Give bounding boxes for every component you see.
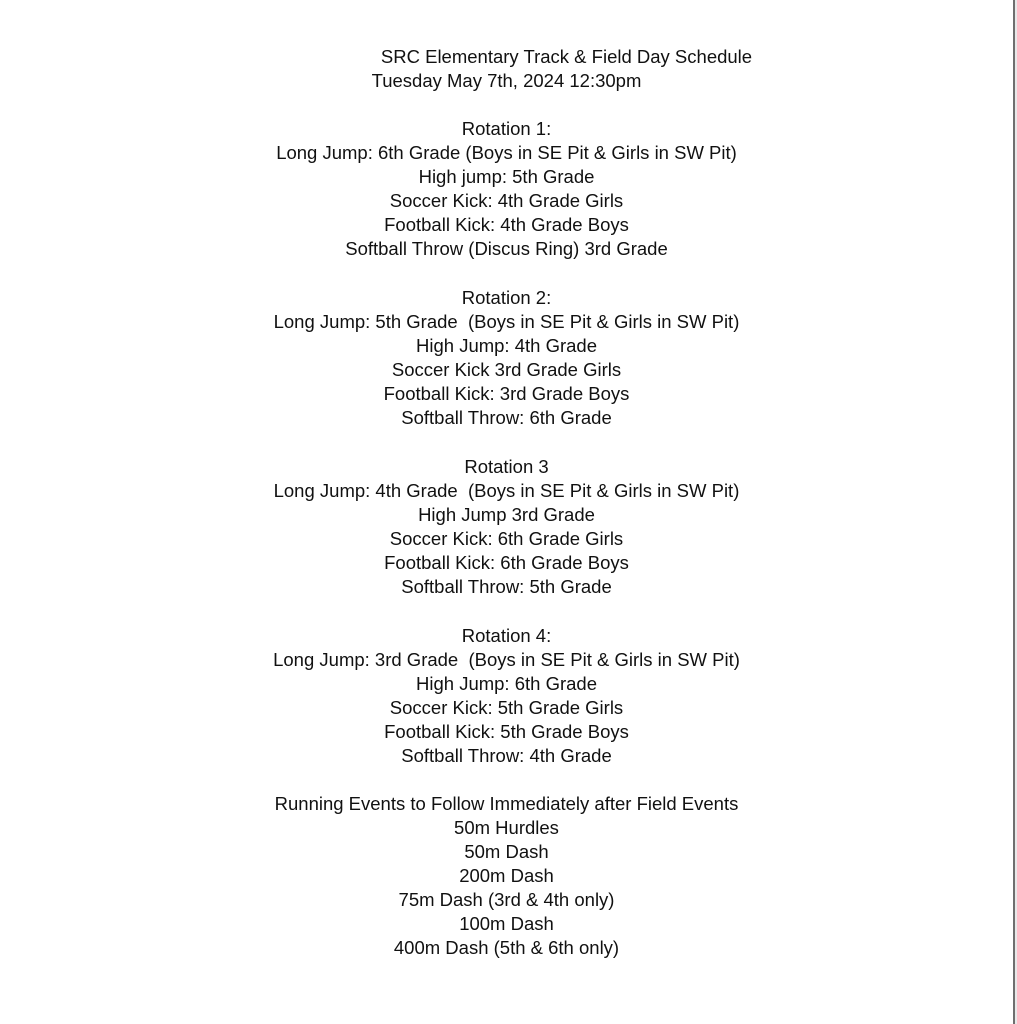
- rotation-4-heading: Rotation 4:: [461, 625, 552, 646]
- rotation-3-event: Long Jump: 4th Grade (Boys in SE Pit & Girls in SW Pit): [273, 480, 740, 501]
- rotation-1-event: Soccer Kick: 4th Grade Girls: [389, 190, 624, 211]
- running-event: 400m Dash (5th & 6th only): [393, 937, 620, 958]
- rotation-2-event: Softball Throw: 6th Grade: [401, 407, 612, 428]
- rotation-2-event: Football Kick: 3rd Grade Boys: [383, 383, 630, 404]
- rotation-1-event: High jump: 5th Grade: [418, 166, 595, 187]
- rotation-2-heading: Rotation 2:: [461, 287, 552, 308]
- running-event: 200m Dash: [459, 865, 554, 886]
- rotation-2-event: High Jump: 4th Grade: [416, 335, 597, 356]
- rotation-1-event: Long Jump: 6th Grade (Boys in SE Pit & Girls in SW Pit): [276, 142, 737, 163]
- rotation-3-event: Football Kick: 6th Grade Boys: [384, 552, 629, 573]
- document-title: SRC Elementary Track & Field Day Schedule: [380, 46, 753, 67]
- running-event: 100m Dash: [459, 913, 554, 934]
- running-event: 50m Hurdles: [454, 817, 559, 838]
- rotation-4-event: Long Jump: 3rd Grade (Boys in SE Pit & Girls in SW Pit): [273, 649, 740, 670]
- running-event: 75m Dash (3rd & 4th only): [398, 889, 615, 910]
- rotation-3-event: High Jump 3rd Grade: [418, 504, 595, 525]
- rotation-1-heading: Rotation 1:: [461, 118, 552, 139]
- rotation-3-heading: Rotation 3: [464, 456, 549, 477]
- rotation-3-event: Softball Throw: 5th Grade: [401, 576, 612, 597]
- rotation-3-event: Soccer Kick: 6th Grade Girls: [389, 528, 624, 549]
- rotation-1-event: Softball Throw (Discus Ring) 3rd Grade: [345, 238, 668, 259]
- running-events-heading: Running Events to Follow Immediately after Field Events: [274, 793, 739, 814]
- running-event: 50m Dash: [464, 841, 549, 862]
- rotation-4-event: Soccer Kick: 5th Grade Girls: [389, 697, 624, 718]
- rotation-2-event: Long Jump: 5th Grade (Boys in SE Pit & Girls in SW Pit): [273, 311, 740, 332]
- rotation-4-event: Football Kick: 5th Grade Boys: [384, 721, 629, 742]
- rotation-1-event: Football Kick: 4th Grade Boys: [384, 214, 629, 235]
- rotation-2-event: Soccer Kick 3rd Grade Girls: [391, 359, 622, 380]
- document-date-time: Tuesday May 7th, 2024 12:30pm: [371, 70, 642, 91]
- rotation-4-event: Softball Throw: 4th Grade: [401, 745, 612, 766]
- rotation-4-event: High Jump: 6th Grade: [416, 673, 597, 694]
